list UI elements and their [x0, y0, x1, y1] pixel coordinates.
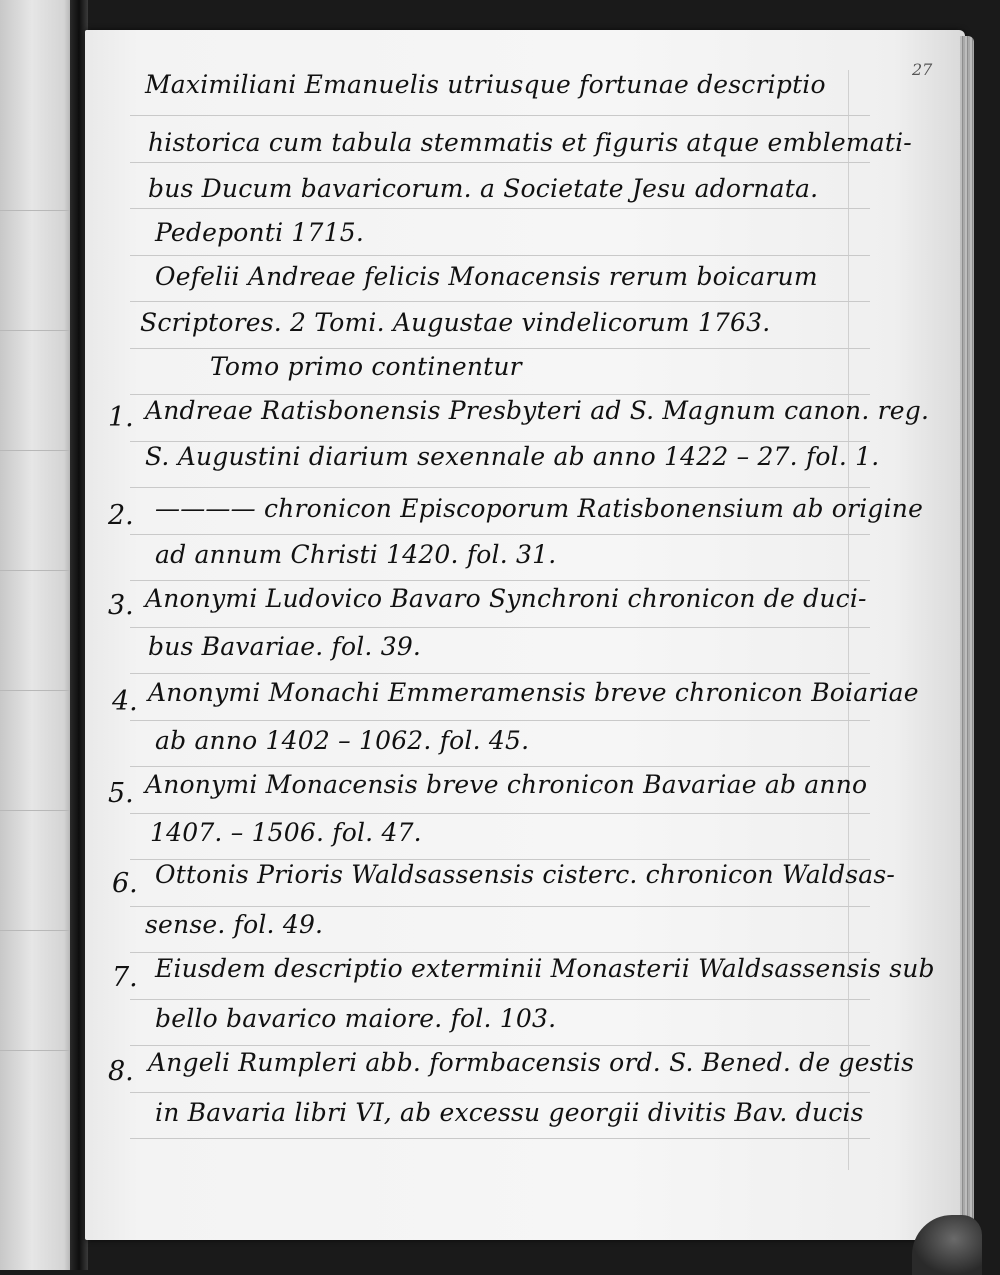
ruled-line	[130, 348, 870, 349]
margin-rule	[848, 70, 849, 1170]
ruled-line	[130, 1138, 870, 1139]
section-heading: Tomo primo continentur	[210, 352, 522, 381]
entry-number: 3.	[108, 590, 134, 621]
entry-number: 5.	[108, 778, 134, 809]
ruled-line	[130, 255, 870, 256]
ruled-line	[130, 720, 870, 721]
ruled-line	[130, 906, 870, 907]
ruled-line	[130, 301, 870, 302]
ruled-line	[130, 1092, 870, 1093]
ruled-line	[130, 394, 870, 395]
ruled-line	[0, 1050, 70, 1051]
entry-number: 8.	[108, 1056, 134, 1087]
ruled-line	[130, 580, 870, 581]
ruled-line	[130, 999, 870, 1000]
text-line: ab anno 1402 – 1062. fol. 45.	[155, 726, 530, 755]
text-line: ad annum Christi 1420. fol. 31.	[155, 540, 557, 569]
entry-number: 1.	[108, 402, 134, 433]
ruled-line	[130, 115, 870, 116]
ruled-line	[0, 930, 70, 931]
text-line: sense. fol. 49.	[145, 910, 324, 939]
page-edges	[960, 36, 974, 1231]
text-line: bus Ducum bavaricorum. a Societate Jesu adornata.	[148, 174, 819, 203]
ruled-line	[130, 766, 870, 767]
ruled-line	[130, 813, 870, 814]
ruled-line	[130, 208, 870, 209]
text-line: ———— chronicon Episcoporum Ratisbonensium ab origine	[155, 494, 924, 523]
text-line: Anonymi Monachi Emmeramensis breve chronicon Boiariae	[148, 678, 919, 707]
facing-page	[0, 0, 80, 1270]
text-line: Scriptores. 2 Tomi. Augustae vindelicorum 1763.	[140, 308, 771, 337]
ruled-line	[0, 210, 70, 211]
ruled-line	[130, 673, 870, 674]
text-line: Eiusdem descriptio exterminii Monasterii Waldsassensis sub	[155, 954, 935, 983]
ruled-line	[130, 627, 870, 628]
ruled-line	[0, 330, 70, 331]
ruled-line	[130, 952, 870, 953]
ruled-line	[130, 534, 870, 535]
text-line: bus Bavariae. fol. 39.	[148, 632, 422, 661]
folio-number: 27	[912, 60, 933, 79]
text-line: historica cum tabula stemmatis et figuris atque emblemati-	[148, 128, 912, 157]
text-line: S. Augustini diarium sexennale ab anno 1422 – 27. fol. 1.	[145, 442, 880, 471]
ruled-line	[130, 162, 870, 163]
text-line: bello bavarico maiore. fol. 103.	[155, 1004, 557, 1033]
text-line: Andreae Ratisbonensis Presbyteri ad S. Magnum canon. reg.	[145, 396, 930, 425]
entry-number: 4.	[112, 686, 138, 717]
text-line: Anonymi Monacensis breve chronicon Bavariae ab anno	[145, 770, 868, 799]
text-line: Oefelii Andreae felicis Monacensis rerum boicarum	[155, 262, 818, 291]
ruled-line	[130, 487, 870, 488]
ruled-line	[130, 1045, 870, 1046]
ruled-line	[0, 810, 70, 811]
entry-number: 2.	[108, 500, 134, 531]
ruled-line	[0, 450, 70, 451]
text-line: 1407. – 1506. fol. 47.	[150, 818, 422, 847]
ruled-line	[0, 690, 70, 691]
text-line: in Bavaria libri VI, ab excessu georgii divitis Bav. ducis	[155, 1098, 864, 1127]
entry-number: 6.	[112, 868, 138, 899]
entry-number: 7.	[112, 962, 138, 993]
text-line: Ottonis Prioris Waldsassensis cisterc. chronicon Waldsas-	[155, 860, 896, 889]
text-line: Angeli Rumpleri abb. formbacensis ord. S. Bened. de gestis	[148, 1048, 915, 1077]
text-line: Maximiliani Emanuelis utriusque fortunae descriptio	[145, 70, 826, 99]
text-line: Anonymi Ludovico Bavaro Synchroni chronicon de duci-	[145, 584, 867, 613]
text-line: Pedeponti 1715.	[155, 218, 365, 247]
ruled-line	[0, 570, 70, 571]
